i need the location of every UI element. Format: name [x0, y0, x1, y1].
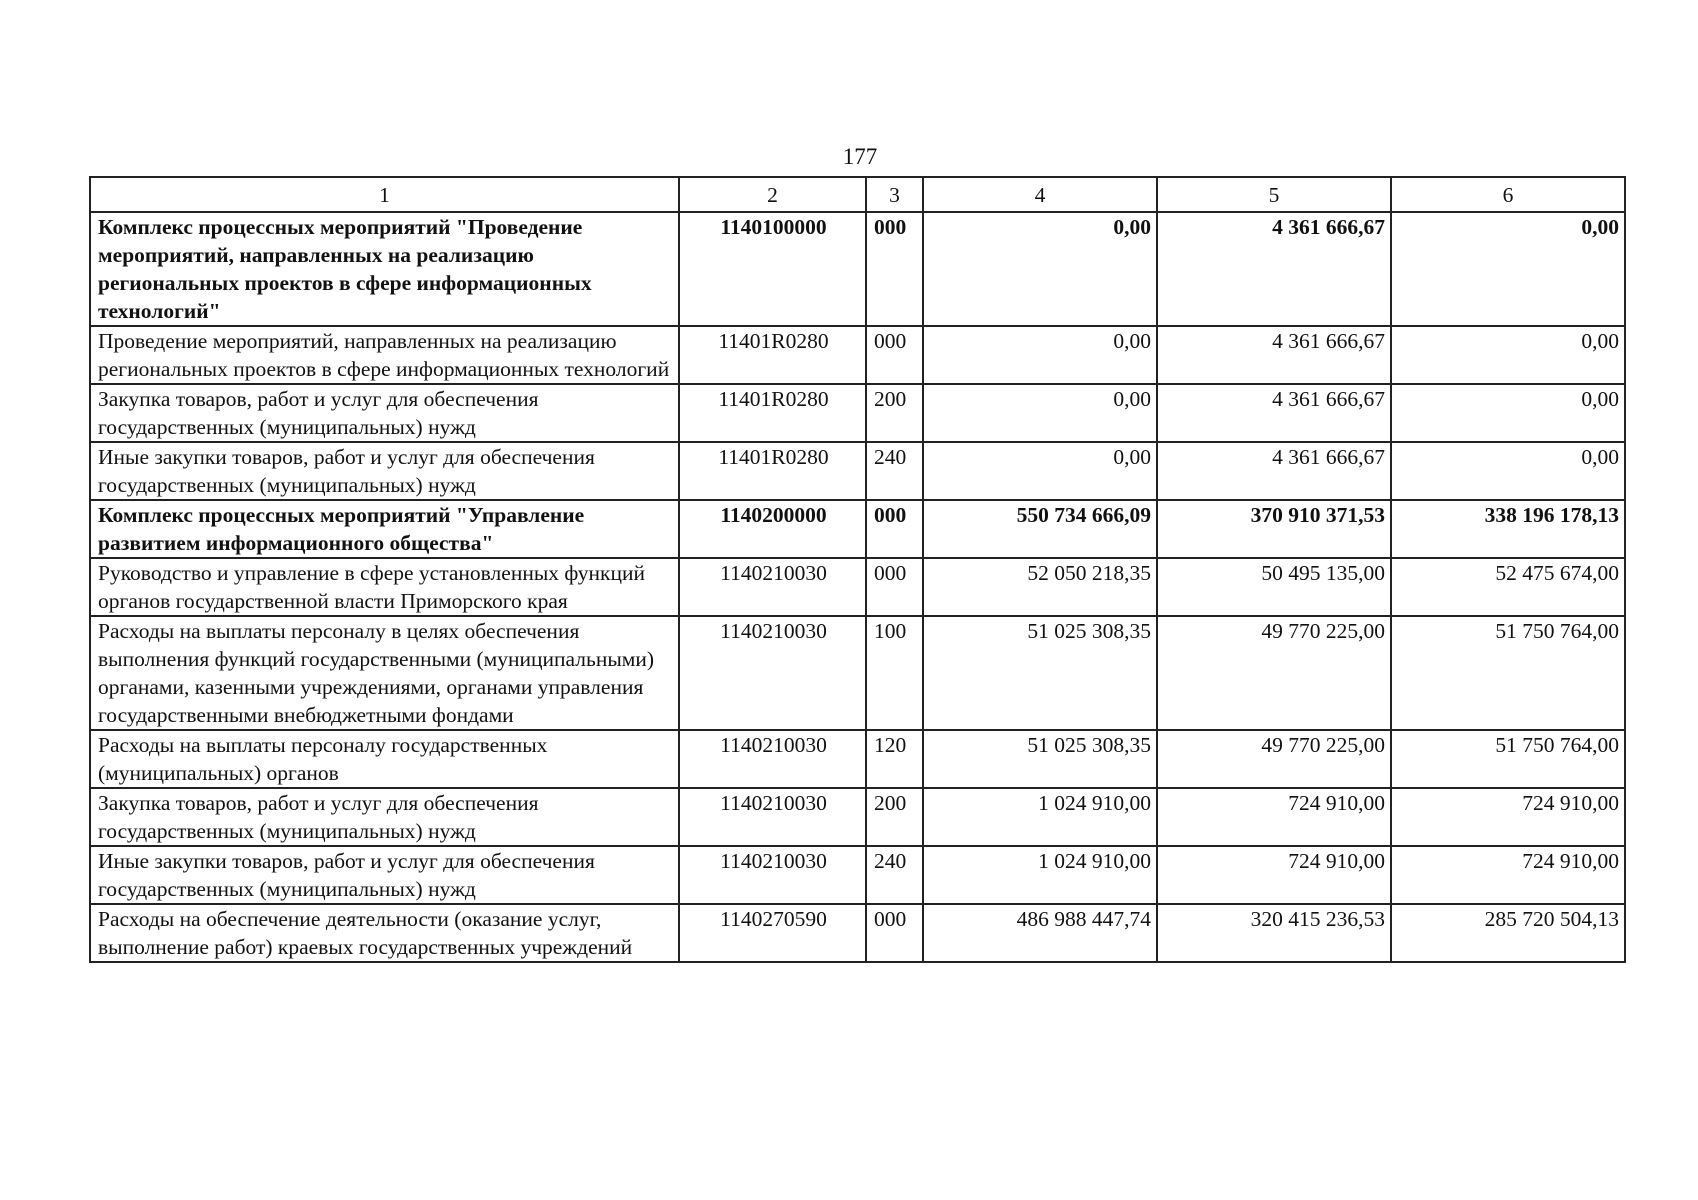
row-code-cell: 1140270590 [679, 904, 866, 962]
row-amount1-cell: 51 025 308,35 [923, 616, 1157, 730]
row-code-cell: 1140210030 [679, 788, 866, 846]
row-amount2-cell: 4 361 666,67 [1157, 442, 1391, 500]
table-row [90, 788, 1625, 846]
row-amount2-cell: 49 770 225,00 [1157, 730, 1391, 788]
row-amount2-cell: 370 910 371,53 [1157, 500, 1391, 558]
row-amount1-cell: 52 050 218,35 [923, 558, 1157, 616]
row-name-cell: Руководство и управление в сфере установленных функций органов государственной власти Приморского края [90, 558, 679, 616]
row-name-cell: Комплекс процессных мероприятий "Управление развитием информационного общества" [90, 500, 679, 558]
row-type-cell: 240 [866, 846, 923, 904]
row-amount1-cell: 0,00 [923, 442, 1157, 500]
row-name-cell: Расходы на выплаты персоналу государственных (муниципальных) органов [90, 730, 679, 788]
row-name-cell: Иные закупки товаров, работ и услуг для обеспечения государственных (муниципальных) нужд [90, 846, 679, 904]
row-name-cell: Иные закупки товаров, работ и услуг для обеспечения государственных (муниципальных) нужд [90, 442, 679, 500]
row-type-cell: 000 [866, 326, 923, 384]
row-amount3-cell: 0,00 [1391, 326, 1625, 384]
row-amount3-cell: 0,00 [1391, 442, 1625, 500]
row-amount1-cell: 1 024 910,00 [923, 788, 1157, 846]
row-type-cell: 240 [866, 442, 923, 500]
row-code-cell: 1140210030 [679, 616, 866, 730]
row-amount2-cell: 724 910,00 [1157, 846, 1391, 904]
row-amount1-cell: 1 024 910,00 [923, 846, 1157, 904]
column-header-amount2: 5 [1157, 177, 1391, 212]
row-amount3-cell: 338 196 178,13 [1391, 500, 1625, 558]
table-row [90, 500, 1625, 558]
row-amount2-cell: 49 770 225,00 [1157, 616, 1391, 730]
row-code-cell: 1140210030 [679, 558, 866, 616]
row-amount2-cell: 4 361 666,67 [1157, 212, 1391, 326]
row-amount1-cell: 0,00 [923, 212, 1157, 326]
row-amount3-cell: 0,00 [1391, 212, 1625, 326]
table-row [90, 212, 1625, 326]
table-header-row [90, 177, 1625, 212]
table-row [90, 616, 1625, 730]
row-type-cell: 000 [866, 212, 923, 326]
row-amount2-cell: 4 361 666,67 [1157, 384, 1391, 442]
row-name-cell: Проведение мероприятий, направленных на реализацию региональных проектов в сфере информационных технологий [90, 326, 679, 384]
row-amount3-cell: 52 475 674,00 [1391, 558, 1625, 616]
row-amount1-cell: 550 734 666,09 [923, 500, 1157, 558]
row-amount1-cell: 486 988 447,74 [923, 904, 1157, 962]
table-row [90, 904, 1625, 962]
row-code-cell: 11401R0280 [679, 326, 866, 384]
row-type-cell: 000 [866, 500, 923, 558]
row-amount1-cell: 51 025 308,35 [923, 730, 1157, 788]
row-type-cell: 200 [866, 788, 923, 846]
table-row [90, 384, 1625, 442]
column-header-amount3: 6 [1391, 177, 1625, 212]
row-code-cell: 11401R0280 [679, 442, 866, 500]
row-name-cell: Расходы на выплаты персоналу в целях обеспечения выполнения функций государственными (муниципальными) органами, казенными учреждениями, органами управления государственными внебюджетными фондами [90, 616, 679, 730]
row-code-cell: 1140100000 [679, 212, 866, 326]
row-amount1-cell: 0,00 [923, 384, 1157, 442]
row-amount3-cell: 51 750 764,00 [1391, 730, 1625, 788]
table-row [90, 846, 1625, 904]
row-code-cell: 1140210030 [679, 730, 866, 788]
row-type-cell: 000 [866, 558, 923, 616]
row-amount2-cell: 4 361 666,67 [1157, 326, 1391, 384]
row-code-cell: 11401R0280 [679, 384, 866, 442]
table-row [90, 326, 1625, 384]
budget-table [89, 176, 1626, 963]
row-code-cell: 1140210030 [679, 846, 866, 904]
row-name-cell: Комплекс процессных мероприятий "Проведение мероприятий, направленных на реализацию региональных проектов в сфере информационных технологий" [90, 212, 679, 326]
column-header-code: 2 [679, 177, 866, 212]
row-amount2-cell: 50 495 135,00 [1157, 558, 1391, 616]
row-amount3-cell: 285 720 504,13 [1391, 904, 1625, 962]
row-type-cell: 200 [866, 384, 923, 442]
column-header-type: 3 [866, 177, 923, 212]
table-row [90, 558, 1625, 616]
row-type-cell: 100 [866, 616, 923, 730]
row-name-cell: Расходы на обеспечение деятельности (оказание услуг, выполнение работ) краевых государственных учреждений [90, 904, 679, 962]
row-amount3-cell: 724 910,00 [1391, 846, 1625, 904]
table-row [90, 442, 1625, 500]
row-type-cell: 120 [866, 730, 923, 788]
row-amount2-cell: 724 910,00 [1157, 788, 1391, 846]
row-amount3-cell: 0,00 [1391, 384, 1625, 442]
row-name-cell: Закупка товаров, работ и услуг для обеспечения государственных (муниципальных) нужд [90, 788, 679, 846]
table-row [90, 730, 1625, 788]
row-amount2-cell: 320 415 236,53 [1157, 904, 1391, 962]
row-name-cell: Закупка товаров, работ и услуг для обеспечения государственных (муниципальных) нужд [90, 384, 679, 442]
row-amount3-cell: 51 750 764,00 [1391, 616, 1625, 730]
row-type-cell: 000 [866, 904, 923, 962]
row-amount1-cell: 0,00 [923, 326, 1157, 384]
column-header-name: 1 [90, 177, 679, 212]
page-number: 177 [842, 144, 878, 169]
row-code-cell: 1140200000 [679, 500, 866, 558]
row-amount3-cell: 724 910,00 [1391, 788, 1625, 846]
column-header-amount1: 4 [923, 177, 1157, 212]
